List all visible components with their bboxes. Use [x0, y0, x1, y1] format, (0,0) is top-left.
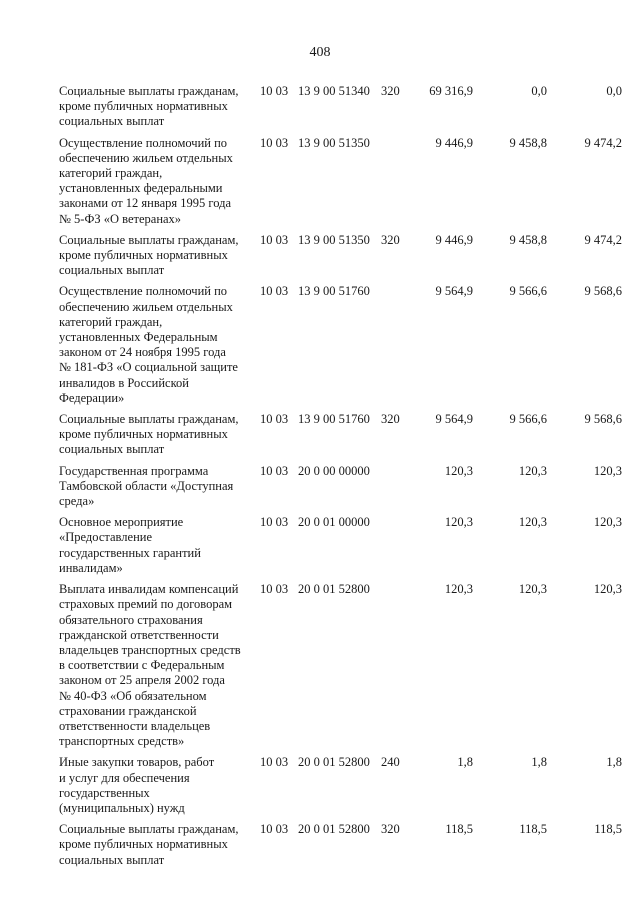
- row-section-code: 10 03: [260, 284, 289, 299]
- row-amount-year-3: 120,3: [593, 582, 622, 597]
- row-amount-year-3: 9 568,6: [584, 284, 622, 299]
- page-number: 408: [309, 45, 331, 60]
- table-row: [0, 233, 640, 279]
- row-section-code: 10 03: [260, 463, 289, 478]
- row-name: Иные закупки товаров, работ и услуг для обеспечения государственных (муниципальных) нужд: [59, 755, 215, 815]
- row-amount-year-2: 118,5: [519, 822, 547, 837]
- row-amount-year-2: 1,8: [531, 755, 547, 770]
- table-row: [0, 84, 640, 130]
- row-amount-year-1: 120,3: [444, 463, 473, 478]
- row-name: Социальные выплаты гражданам, кроме публичных нормативных социальных выплат: [59, 84, 239, 129]
- table-row: [0, 582, 640, 749]
- table-row: [0, 822, 640, 868]
- row-amount-year-1: 120,3: [444, 515, 473, 530]
- row-name: Социальные выплаты гражданам, кроме публичных нормативных социальных выплат: [59, 822, 239, 867]
- row-target-article-code: 20 0 01 52800: [298, 822, 370, 837]
- row-section-code: 10 03: [260, 755, 289, 770]
- table-row: [0, 412, 640, 458]
- row-name: Государственная программа Тамбовской области «Доступная среда»: [59, 463, 234, 509]
- row-target-article-code: 13 9 00 51350: [298, 135, 370, 150]
- row-name: Основное мероприятие «Предоставление государственных гарантий инвалидам»: [59, 515, 201, 575]
- row-amount-year-3: 120,3: [593, 463, 622, 478]
- row-target-article-code: 13 9 00 51760: [298, 284, 370, 299]
- row-section-code: 10 03: [260, 822, 289, 837]
- table-row: [0, 755, 640, 816]
- row-section-code: 10 03: [260, 232, 289, 247]
- row-amount-year-3: 9 568,6: [584, 412, 622, 427]
- row-target-article-code: 20 0 00 00000: [298, 463, 370, 478]
- row-amount-year-3: 9 474,2: [584, 232, 622, 247]
- row-target-article-code: 13 9 00 51340: [298, 84, 370, 98]
- row-amount-year-3: 118,5: [594, 822, 622, 837]
- row-amount-year-3: 1,8: [606, 755, 622, 770]
- row-name: Выплата инвалидам компенсаций страховых премий по договорам обязательного страхования гражданской ответственности владельцев транспортных средств в соответствии с Федеральным законом от 25 апреля 2002 года № 40-ФЗ «Об обязательном страховании гражданской ответственности владельцев транспортных средств»: [59, 582, 241, 749]
- row-amount-year-2: 120,3: [518, 515, 547, 530]
- row-amount-year-3: 9 474,2: [584, 135, 622, 150]
- row-section-code: 10 03: [260, 515, 289, 530]
- table-row: [0, 284, 640, 406]
- row-amount-year-1: 9 446,9: [435, 135, 473, 150]
- row-amount-year-2: 9 566,6: [509, 284, 547, 299]
- row-amount-year-1: 118,5: [445, 822, 473, 837]
- row-name: Осуществление полномочий по обеспечению жильем отдельных категорий граждан, установленных федеральными законами от 12 января 1995 года № 5-ФЗ «О ветеранах»: [59, 135, 233, 226]
- row-section-code: 10 03: [260, 412, 289, 427]
- row-section-code: 10 03: [260, 582, 289, 597]
- row-amount-year-2: 9 458,8: [509, 135, 547, 150]
- row-name: Осуществление полномочий по обеспечению жильем отдельных категорий граждан, установленных Федеральным законом от 24 ноября 1995 года № 181-ФЗ «О социальной защите инвалидов в Российской Федерации»: [59, 284, 238, 405]
- table-row: [0, 136, 640, 227]
- table-row: [0, 515, 640, 576]
- row-target-article-code: 20 0 01 52800: [298, 755, 370, 770]
- row-amount-year-1: 120,3: [444, 582, 473, 597]
- row-section-code: 10 03: [260, 135, 289, 150]
- row-amount-year-3: 0,0: [606, 84, 622, 98]
- row-expense-type-code: 320: [381, 822, 400, 837]
- row-amount-year-2: 9 458,8: [509, 232, 547, 247]
- row-section-code: 10 03: [260, 84, 289, 98]
- row-expense-type-code: 240: [381, 755, 400, 770]
- row-name: Социальные выплаты гражданам, кроме публичных нормативных социальных выплат: [59, 412, 239, 457]
- row-amount-year-2: 120,3: [518, 463, 547, 478]
- row-target-article-code: 20 0 01 52800: [298, 582, 370, 597]
- row-amount-year-1: 9 564,9: [435, 412, 473, 427]
- row-expense-type-code: 320: [381, 412, 400, 427]
- row-amount-year-2: 120,3: [518, 582, 547, 597]
- row-target-article-code: 13 9 00 51760: [298, 412, 370, 427]
- row-expense-type-code: 320: [381, 84, 400, 98]
- row-amount-year-1: 9 564,9: [435, 284, 473, 299]
- row-amount-year-1: 1,8: [457, 755, 473, 770]
- row-amount-year-1: 69 316,9: [429, 84, 473, 98]
- row-target-article-code: 20 0 01 00000: [298, 515, 370, 530]
- row-name: Социальные выплаты гражданам, кроме публичных нормативных социальных выплат: [59, 232, 239, 278]
- row-expense-type-code: 320: [381, 232, 400, 247]
- row-amount-year-3: 120,3: [593, 515, 622, 530]
- row-amount-year-1: 9 446,9: [435, 232, 473, 247]
- table-row: [0, 464, 640, 510]
- row-amount-year-2: 9 566,6: [509, 412, 547, 427]
- row-amount-year-2: 0,0: [531, 84, 547, 98]
- budget-table: [0, 84, 640, 874]
- row-target-article-code: 13 9 00 51350: [298, 232, 370, 247]
